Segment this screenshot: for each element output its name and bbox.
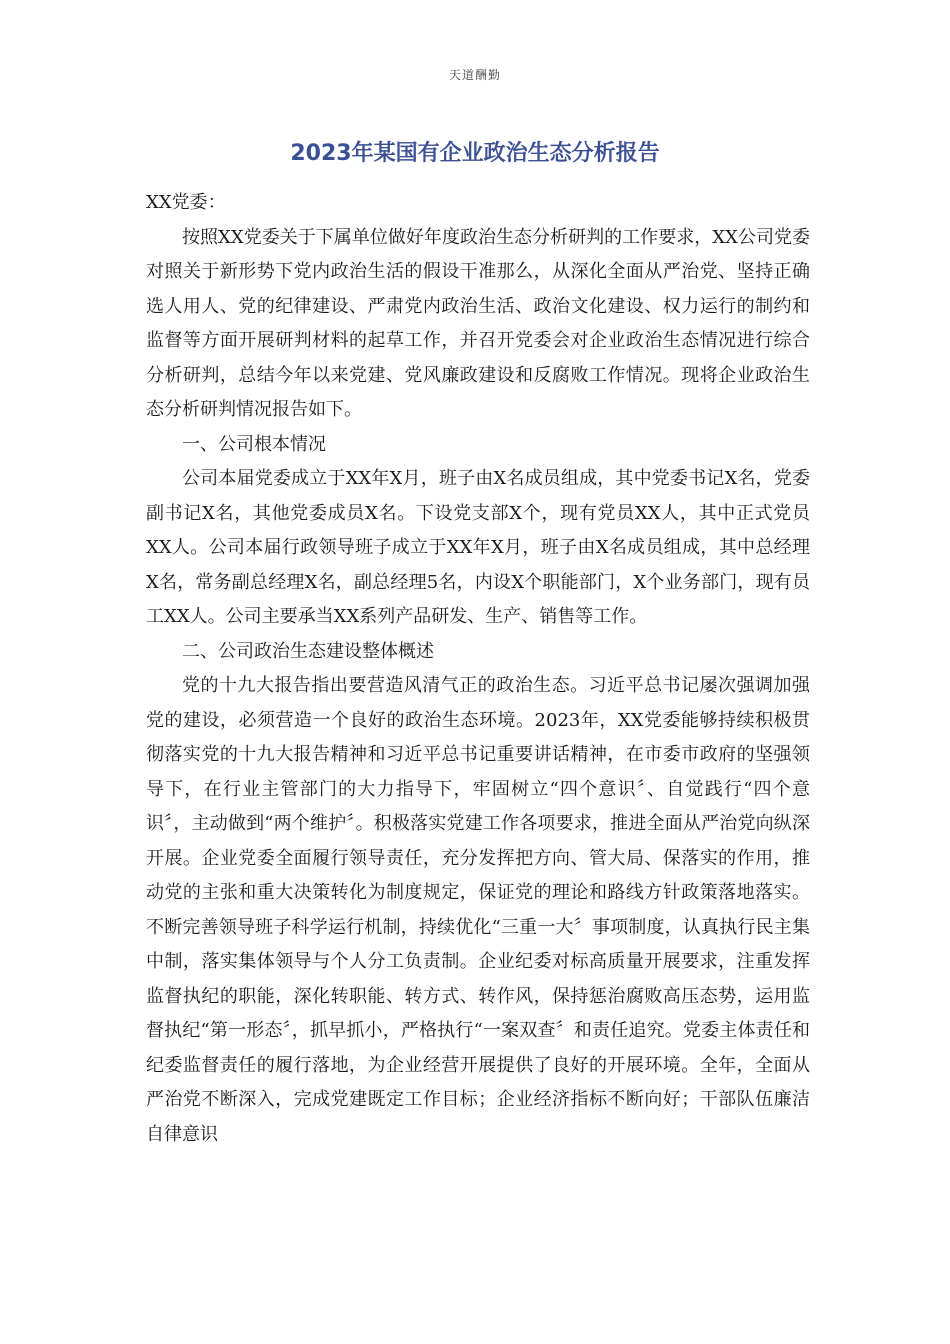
document-title: 2023年某国有企业政治生态分析报告 [290, 141, 660, 166]
section-heading-2: 二、公司政治生态建设整体概述 [182, 640, 434, 662]
page-header-motto: 天道酬勤 [448, 68, 501, 82]
paragraph-political-ecology: 党的十九大报告指出要营造风清气正的政治生态。习近平总书记屡次强调加强党的建设，必须营造一个良好的政治生态环境。2023年，XX党委能够持续积极贯彻落实党的十九大报告精神和习近平总书记重要讲话精神，在市委市政府的坚强领导下，在行业主管部门的大力指导下，牢固树立“四个意识〞、自觉践行“四个意识〞，主动做到“两个维护〞。积极落实党建工作各项要求，推进全面从严治党向纵深开展。企业党委全面履行领导责任，充分发挥把方向、管大局、保落实的作用，推动党的主张和重大决策转化为制度规定，保证党的理论和路线方针政策落地落实。不断完善领导班子科学运行机制，持续优化“三重一大〞事项制度，认真执行民主集中制，落实集体领导与个人分工负责制。企业纪委对标高质量开展要求，注重发挥监督执纪的职能，深化转职能、转方式、转作风，保持惩治腐败高压态势，运用监督执纪“第一形态〞，抓早抓小，严格执行“一案双查〞和责任追究。党委主体责任和纪委监督责任的履行落地，为企业经营开展提供了良好的开展环境。全年，全面从严治党不断深入，完成党建既定工作目标；企业经济指标不断向好；干部队伍廉洁自律意识 [146, 675, 810, 1145]
section-heading-1: 一、公司根本情况 [182, 433, 326, 455]
paragraph-company-overview: 公司本届党委成立于XX年X月，班子由X名成员组成，其中党委书记X名，党委副书记X名，其他党委成员X名。下设党支部X个，现有党员XX人，其中正式党员XX人。公司本届行政领导班子成立于XX年X月，班子由X名成员组成，其中总经理X名，常务副总经理X名，副总经理5名，内设X个职能部门，X个业务部门，现有员工XX人。公司主要承当XX系列产品研发、生产、销售等工作。 [146, 468, 810, 627]
salutation: XX党委： [146, 192, 226, 213]
document-body [146, 186, 810, 1152]
paragraph-intro: 按照XX党委关于下属单位做好年度政治生态分析研判的工作要求，XX公司党委对照关于新形势下党内政治生活的假设干准那么，从深化全面从严治党、坚持正确选人用人、党的纪律建设、严肃党内政治生活、政治文化建设、权力运行的制约和监督等方面开展研判材料的起草工作，并召开党委会对企业政治生态情况进行综合分析研判，总结今年以来党建、党风廉政建设和反腐败工作情况。现将企业政治生态分析研判情况报告如下。 [146, 226, 810, 420]
